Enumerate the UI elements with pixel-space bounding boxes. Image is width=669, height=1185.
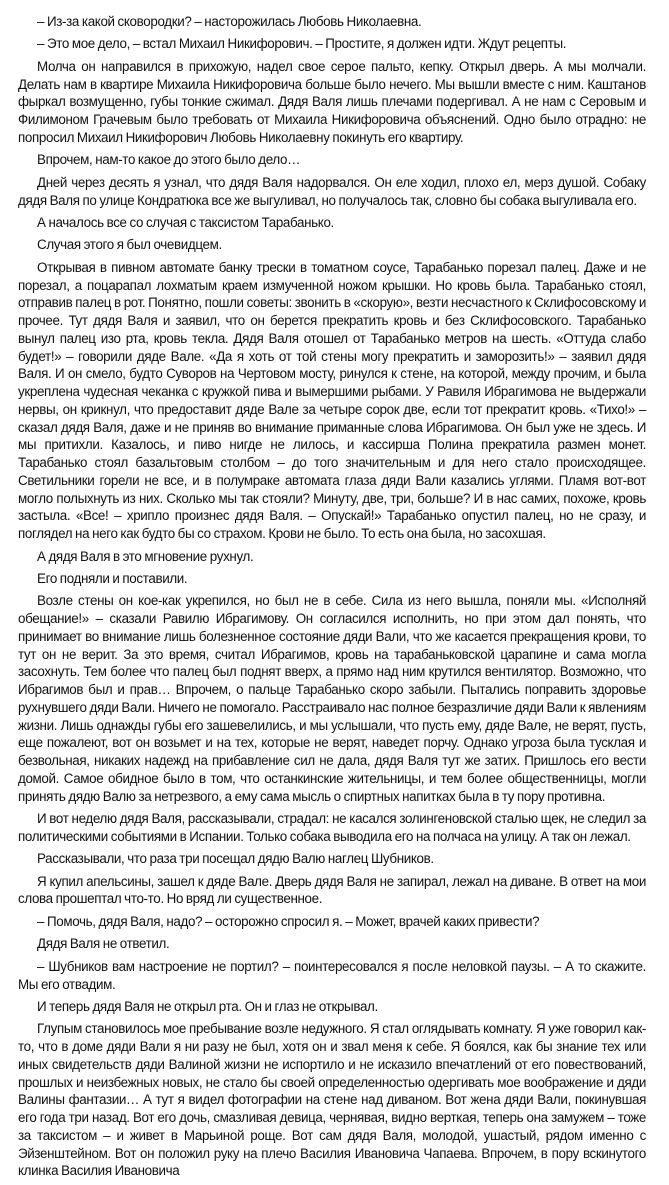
dialog-paragraph: – Шубников вам настроение не портил? – поинтересовался я после неловкой паузы. – А то скажите. Мы его отвадим. — [18, 958, 646, 992]
body-paragraph: Возле стены он кое-как укрепился, но был не в себе. Сила из него вышла, поняли мы. «Исполняй обещание!» – сказали Равилю Ибрагимову. Он согласился исполнить, но при этом дал понять, что принимает во внимание лишь болезненное состояние дяди Вали, что же касается прекращения крови, то тут он не верит. За это время, считал Ибрагимов, кровь на тарабаньковской царапине и сама могла засохнуть. Тем более что палец был поднят вверх, а прямо над ним крутился вентилятор. Возможно, что Ибрагимов был и прав… Впрочем, о пальце Тарабанько скоро забыли. Пытались поправить здоровье рухнувшего дяди Вали. Ничего не помогало. Расстраивало нас полное безразличие дяди Вали к явлениям жизни. Лишь однажды губы его зашевелились, и мы услышали, что пусть ему, дяде Вале, не верят, пусть, еще пожалеют, вот он возьмет и на тех, которые не верят, наведет порчу. Однако угроза была тусклая и безвольная, никаких надежд на прибавление сил не дала, дядя Валя тут же затих. Пришлось его вести домой. Самое обидное было в том, что останкинские жительницы, и тем более общественницы, могли принять дядю Валю за нетрезвого, а ему сама мысль о спиртных напитках была в ту пору противна. — [18, 593, 646, 804]
body-paragraph: И вот неделю дядя Валя, рассказывали, страдал: не касался золингеновской сталью щек, не следил за политическими событиями в Испании. Только собака выводила его на полчаса на улицу. А так он лежал. — [18, 811, 646, 844]
body-paragraph: Случая этого я был очевидцем. — [37, 237, 222, 253]
dialog-paragraph: – Помочь, дядя Валя, надо? – осторожно спросил я. – Может, врачей каких привести? — [37, 913, 540, 929]
body-paragraph: Рассказывали, что раза три посещал дядю Валю наглец Шубников. — [37, 851, 434, 867]
body-paragraph: Впрочем, нам-то какое до этого было дело… — [37, 152, 301, 168]
dialog-paragraph: – Это мое дело, – встал Михаил Никифорович. – Простите, я должен идти. Ждут рецепты. — [37, 36, 567, 52]
body-paragraph: Дней через десять я узнал, что дядя Валя надорвался. Он еле ходил, плохо ел, мерз душой. Собаку дядя Валя по улице Кондратюка все же выгуливал, но получалось так, словно бы собака выгуливала его. — [18, 174, 646, 208]
body-paragraph: Дядя Валя не ответил. — [37, 936, 170, 952]
body-paragraph: А началось все со случая с таксистом Тарабанько. — [37, 214, 334, 230]
body-paragraph: Его подняли и поставили. — [37, 570, 188, 586]
body-paragraph: Молча он направился в прихожую, надел свое серое пальто, кепку. Открыл дверь. А мы молчали. Делать нам в квартире Михаила Никифоровича больше было нечего. Мы вышли вместе с ним. Каштанов фыркал возмущенно, губы тонкие сжимал. Дядя Валя лишь плечами подергивал. А не нам с Серовым и Филимоном Грачевым было требовать от Михаила Никифоровича объяснений. Одно было отрадно: не попросил Михаил Никифорович Любовь Николаевну покинуть его квартиру. — [18, 58, 646, 145]
body-paragraph: Я купил апельсины, зашел к дяде Вале. Дверь дядя Валя не запирал, лежал на диване. В ответ на мои слова прошептал что-то. Но вряд ли существенное. — [18, 873, 646, 907]
body-paragraph: Открывая в пивном автомате банку трески в томатном соусе, Тарабанько порезал палец. Даже и не порезал, а поцарапал лохматым краем измученной ножом крышки. Но кровь была. Тарабанько стоял, отправив палец в рот. Понятно, пошли советы: звонить в «скорую», везти несчастного к Склифосовскому и прочее. Тут дядя Валя и заявил, что он берется прекратить кровь и без Склифосовского. Тарабанько вынул палец изо рта, кровь текла. Дядя Валя отошел от Тарабанько метров на шесть. «Оттуда слабо будет!» – говорили дяде Вале. «Да я хоть от той стены могу прекратить и заморозить!» – заявил дядя Валя. И он смело, будто Суворов на Чертовом мосту, ринулся к стене, на которой, между прочим, и была укреплена чудесная чеканка с кружкой пива и вымершими рыбами. У Равиля Ибрагимова не выдержали нервы, он крикнул, что предоставит дяде Вале за четыре сорок две, если тот прекратит кровь. «Тихо!» – сказал дядя Валя, даже и не приняв во внимание приманные слова Ибрагимова. Он был уже не здесь. И мы притихли. Казалось, и пиво нигде не лилось, и кассирша Полина прекратила размен монет. Тарабанько стоял базальтовым столбом – до того значительным и для него стало происходящее. Светильники горели не все, и в полумраке автомата глаза дяди Вали казались углями. Пламя вот-вот могло полыхнуть из них. Сколько мы так стояли? Минуту, две, три, больше? И в нас самих, похоже, кровь застыла. «Все! – хрипло произнес дядя Валя. – Опускай!» Тарабанько опустил палец, но не сразу, и поглядел на него как будто бы со страхом. Крови не было. То есть она была, но засохшая. — [18, 259, 646, 542]
body-paragraph: И теперь дядя Валя не открыл рта. Он и глаз не открывал. — [37, 998, 378, 1014]
document-page — [18, 13, 646, 1185]
body-paragraph: Глупым становилось мое пребывание возле недужного. Я стал оглядывать комнату. Я уже говорил как-то, что в доме дяди Вали я ни разу не был, хотя он и звал меня к себе. Я боялся, как бы знание тех или иных свидетельств дяди Валиной жизни не испортило и не исказило впечатлений от его повествований, прошлых и неизбежных новых, не стало бы своей определенностью одергивать мое воображение и дяди Валины фантазии… А тут я видел фотографии на стене над диваном. Вот жена дяди Вали, покинувшая его года три назад. Вот его дочь, смазливая девица, чернявая, видно верткая, теперь она замужем – тоже за таксистом – и живет в Марьиной роще. Вот сам дядя Валя, молодой, ушастый, рядом именно с Эйзенштейном. Вот он положил руку на плечо Василия Ивановича Чапаева. Впрочем, в пору вскинутого клинка Василия Ивановича — [18, 1021, 646, 1179]
dialog-paragraph: – Из-за какой сковородки? – насторожилась Любовь Николаевна. — [37, 14, 422, 29]
body-paragraph: А дядя Валя в это мгновение рухнул. — [37, 548, 254, 564]
